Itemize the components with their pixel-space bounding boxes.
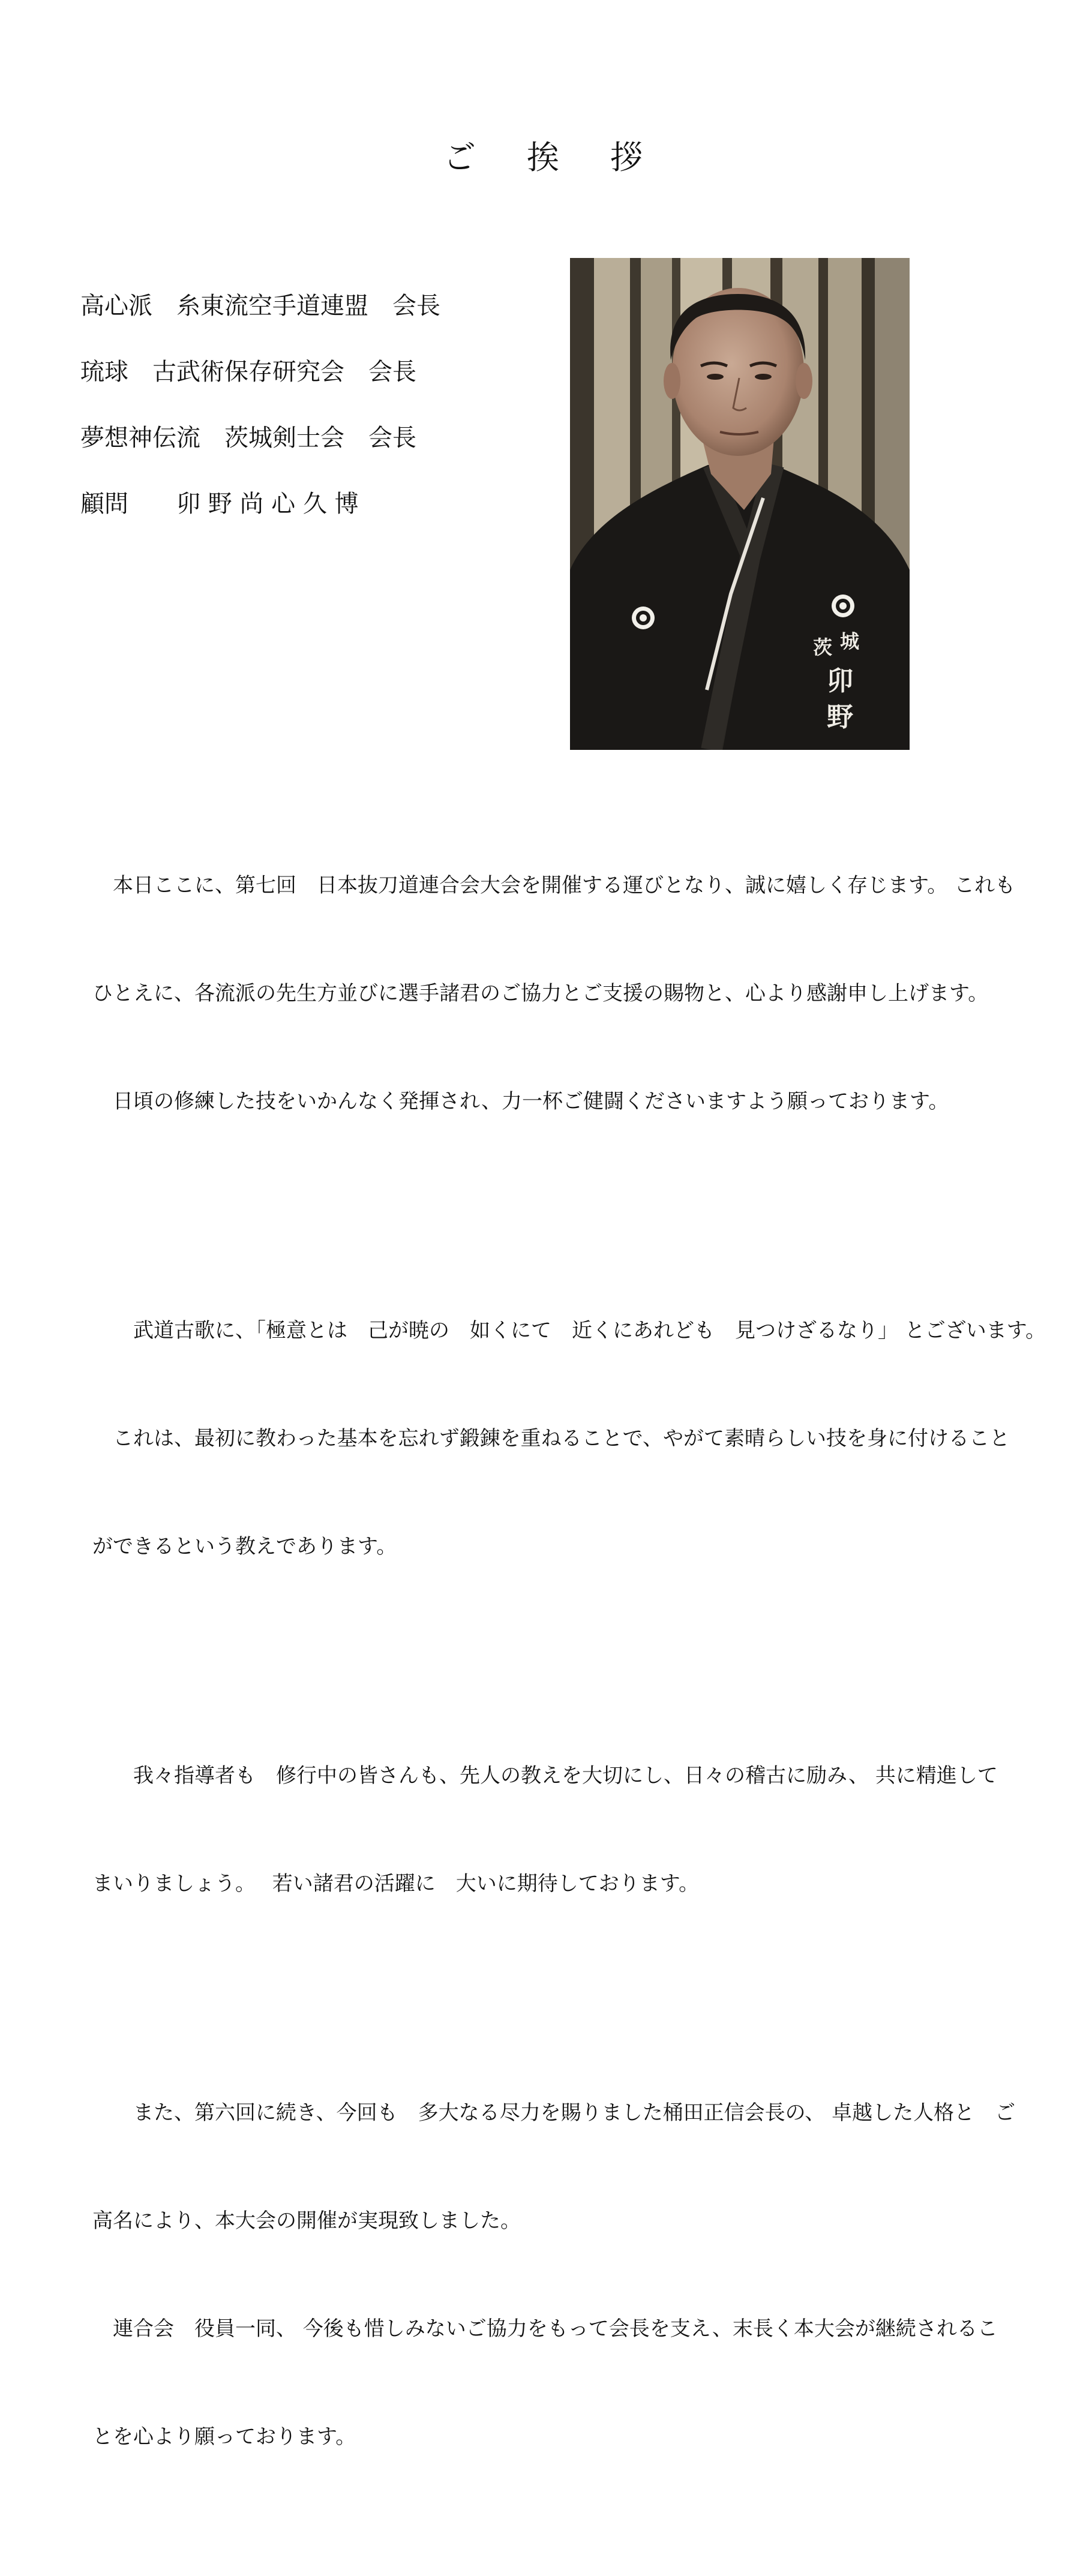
crest-icon: [632, 607, 655, 629]
affiliation-line: 顧問 卯 野 尚 心 久 博: [80, 490, 359, 518]
paragraph: [92, 795, 1016, 1191]
uniform-text: 茨: [813, 636, 833, 659]
text-line: ができるという教えであります。: [92, 1535, 397, 1559]
text-line: 武道古歌に、「極意とは 己が暁の 如くにて 近くにあれども 見つけざるなり」 とございます。: [92, 1319, 1046, 1343]
portrait-photo: [570, 258, 910, 750]
text-line: まいりましょう。 若い諸君の活躍に 大いに期待しております。: [92, 1872, 700, 1896]
paragraph: [92, 2023, 1016, 2527]
uniform-text: 城: [840, 630, 860, 653]
text-line: これは、最初に教わった基本を忘れず鍛錬を重ねることで、やがて素晴らしい技を身に付けること: [92, 1427, 1010, 1451]
paragraph: [92, 1241, 1046, 1637]
uniform-text: 野: [827, 702, 853, 732]
text-line: 日頃の修練した技をいかんなく発揮され、力一杯ご健闘くださいますよう願っております。: [92, 1089, 949, 1113]
portrait-illustration: [570, 258, 910, 750]
text-line: 本日ここに、第七回 日本抜刀道連合会大会を開催する運びとなり、誠に嬉しく存じます。 これも: [92, 873, 1016, 897]
affiliation-line: 高心派 糸東流空手道連盟 会長: [80, 292, 440, 320]
text-line: ひとえに、各流派の先生方並びに選手諸君のご協力とご支援の賜物と、心より感謝申し上げます。: [92, 981, 989, 1005]
crest-icon: [832, 595, 854, 617]
paragraph: [92, 1686, 1010, 1974]
affiliation-line: 夢想神伝流 茨城剣士会 会長: [80, 424, 416, 452]
affiliation-list: [80, 273, 548, 537]
uniform-text: 卯: [827, 666, 853, 696]
text-line: 我々指導者も 修行中の皆さんも、先人の教えを大切にし、日々の稽古に励み、 共に精進して: [92, 1764, 998, 1788]
text-line: また、第六回に続き、今回も 多大なる尽力を賜りました桶田正信会長の、 卓越した人格と ご: [92, 2101, 1016, 2125]
page-title: ご 挨 拶: [443, 139, 664, 176]
affiliation-line: 琉球 古武術保存研究会 会長: [80, 358, 416, 386]
text-line: 高名により、本大会の開催が実現致しました。: [92, 2209, 521, 2233]
text-line: とを心より願っております。: [92, 2425, 356, 2449]
greeting-body: [92, 795, 1046, 2576]
text-line: 連合会 役員一同、 今後も惜しみないご協力をもって会長を支え、末長く本大会が継続されるこ: [92, 2317, 998, 2341]
